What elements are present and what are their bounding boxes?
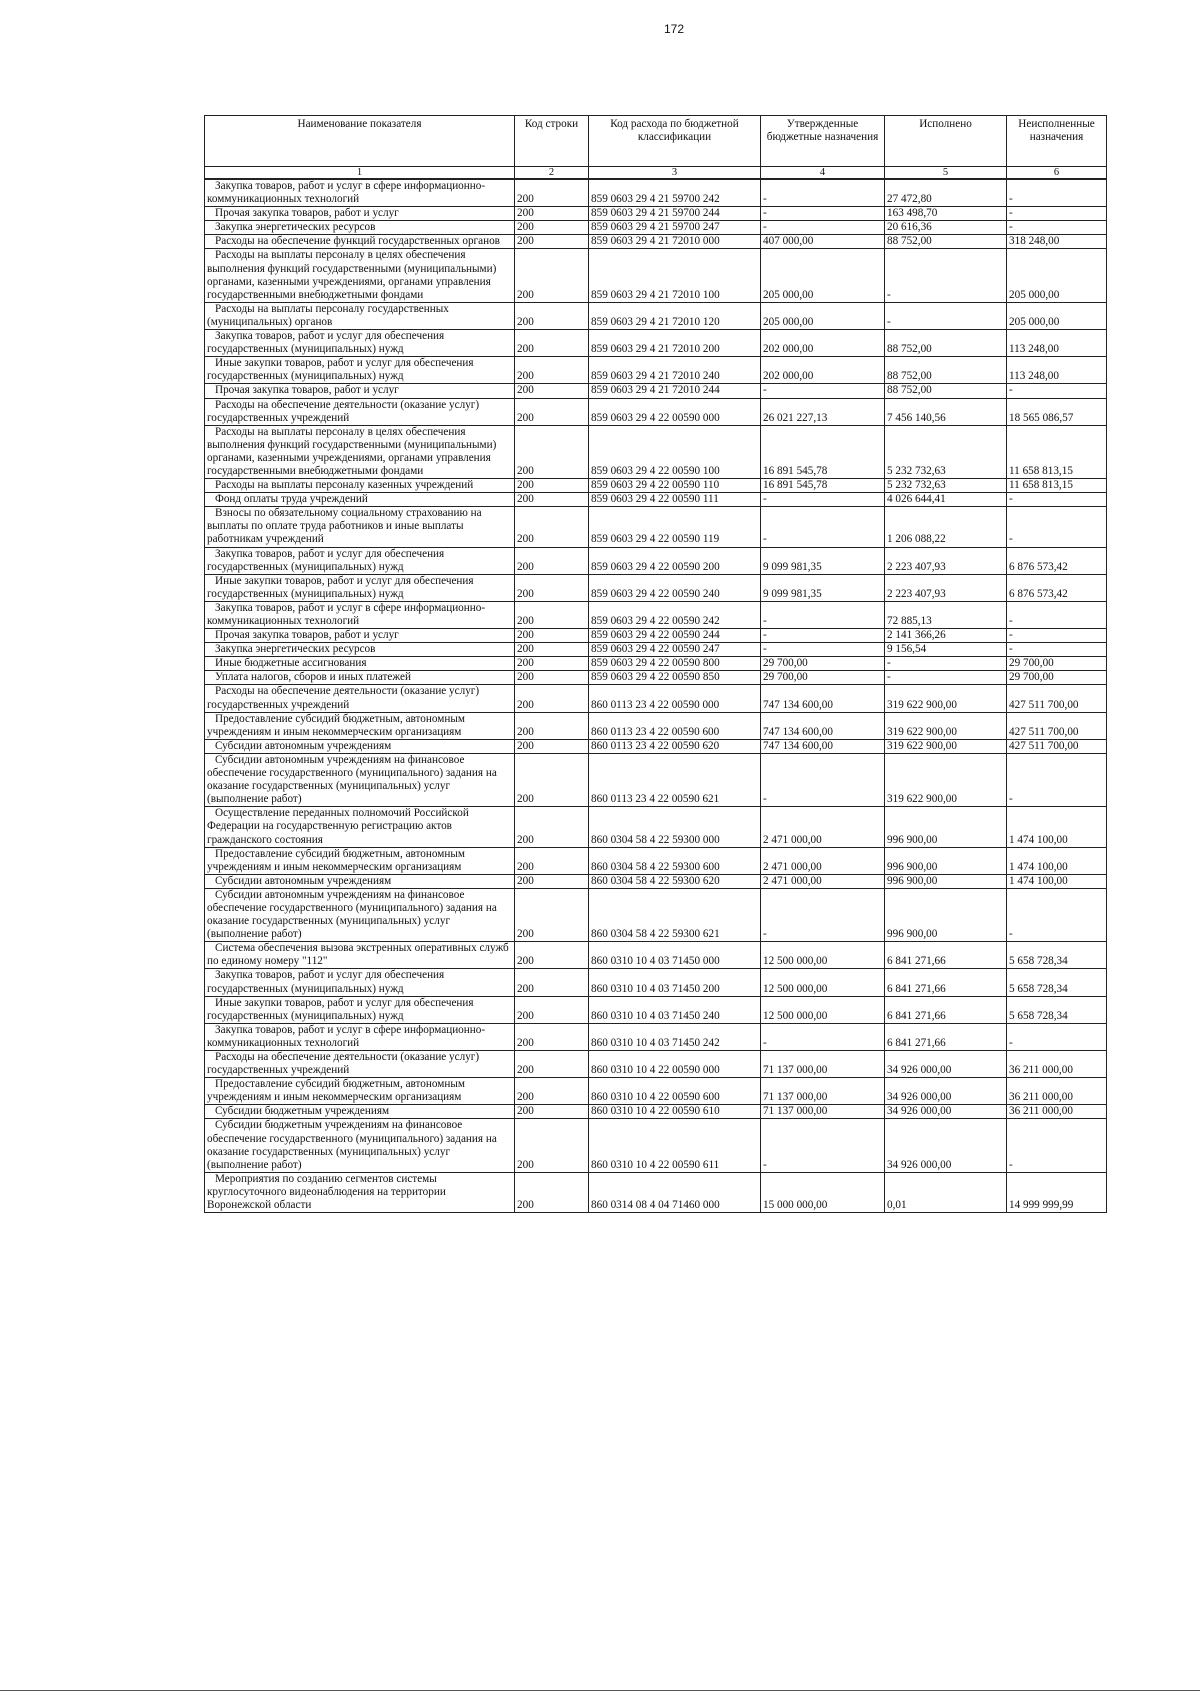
table-row [205,969,1107,996]
table-row [205,207,1107,221]
row-executed: 72 885,13 [885,601,1007,628]
row-name: Расходы на выплаты персоналу государственных (муниципальных) органов [205,302,515,329]
row-executed: 88 752,00 [885,384,1007,398]
table-row [205,574,1107,601]
row-executed: 88 752,00 [885,235,1007,249]
row-approved: 29 700,00 [761,671,885,685]
budget-execution-table [204,115,1107,1213]
table-row [205,739,1107,753]
row-unexecuted: 6 876 573,42 [1007,574,1107,601]
table-row [205,493,1107,507]
row-approved: 2 471 000,00 [761,847,885,874]
table-row [205,671,1107,685]
row-approved: 71 137 000,00 [761,1078,885,1105]
row-executed: - [885,302,1007,329]
row-line-code: 200 [515,712,589,739]
table-row [205,547,1107,574]
row-name: Система обеспечения вызова экстренных оперативных служб по единому номеру "112" [205,942,515,969]
row-name: Закупка энергетических ресурсов [205,221,515,235]
row-executed: 34 926 000,00 [885,1078,1007,1105]
row-approved: - [761,1023,885,1050]
page-number: 172 [663,22,685,36]
row-executed: 163 498,70 [885,207,1007,221]
row-approved: 15 000 000,00 [761,1172,885,1212]
row-unexecuted: - [1007,643,1107,657]
row-budget-code: 860 0314 08 4 04 71460 000 [589,1172,761,1212]
row-budget-code: 860 0304 58 4 22 59300 620 [589,874,761,888]
row-budget-code: 859 0603 29 4 21 72010 244 [589,384,761,398]
row-line-code: 200 [515,643,589,657]
table-body [205,179,1107,1213]
column-number-row [205,167,1107,180]
table-row [205,179,1107,207]
row-budget-code: 859 0603 29 4 21 72010 120 [589,302,761,329]
table-row [205,657,1107,671]
row-unexecuted: - [1007,753,1107,806]
row-line-code: 200 [515,507,589,547]
row-unexecuted: 11 658 813,15 [1007,479,1107,493]
row-unexecuted: - [1007,629,1107,643]
row-unexecuted: 1 474 100,00 [1007,874,1107,888]
header-executed: Исполнено [885,116,1007,167]
row-budget-code: 860 0310 10 4 03 71450 242 [589,1023,761,1050]
row-executed: 88 752,00 [885,357,1007,384]
row-unexecuted: 1 474 100,00 [1007,847,1107,874]
row-unexecuted: 36 211 000,00 [1007,1078,1107,1105]
page-bottom-rule [0,1690,1200,1691]
row-name: Прочая закупка товаров, работ и услуг [205,629,515,643]
row-name: Взносы по обязательному социальному страхованию на выплаты по оплате труда работников и иные выплаты работникам учреждений [205,507,515,547]
row-name: Субсидии автономным учреждениям [205,874,515,888]
row-name: Субсидии бюджетным учреждениям на финансовое обеспечение государственного (муниципального) задания на оказание государственных (муниципальных) услуг (выполнение работ) [205,1119,515,1172]
row-name: Осуществление переданных полномочий Российской Федерации на государственную регистрацию актов гражданского состояния [205,807,515,847]
row-name: Расходы на обеспечение функций государственных органов [205,235,515,249]
table-row [205,302,1107,329]
row-approved: 16 891 545,78 [761,425,885,478]
row-budget-code: 859 0603 29 4 22 00590 242 [589,601,761,628]
row-approved: - [761,384,885,398]
row-budget-code: 859 0603 29 4 21 59700 247 [589,221,761,235]
row-executed: 5 232 732,63 [885,425,1007,478]
row-line-code: 200 [515,221,589,235]
column-number: 6 [1007,167,1107,180]
row-unexecuted: 318 248,00 [1007,235,1107,249]
row-name: Субсидии автономным учреждениям на финансовое обеспечение государственного (муниципального) задания на оказание государственных (муниципальных) услуг (выполнение работ) [205,753,515,806]
row-budget-code: 859 0603 29 4 22 00590 111 [589,493,761,507]
row-executed: 27 472,80 [885,179,1007,207]
row-line-code: 200 [515,1172,589,1212]
row-approved: 71 137 000,00 [761,1105,885,1119]
row-line-code: 200 [515,996,589,1023]
row-unexecuted: 18 565 086,57 [1007,398,1107,425]
row-unexecuted: 205 000,00 [1007,302,1107,329]
row-unexecuted: 11 658 813,15 [1007,425,1107,478]
row-budget-code: 860 0113 23 4 22 00590 000 [589,685,761,712]
row-name: Субсидии бюджетным учреждениям [205,1105,515,1119]
row-unexecuted: - [1007,1119,1107,1172]
row-unexecuted: 1 474 100,00 [1007,807,1107,847]
row-unexecuted: 6 876 573,42 [1007,547,1107,574]
row-unexecuted: - [1007,493,1107,507]
row-line-code: 200 [515,1051,589,1078]
row-line-code: 200 [515,671,589,685]
row-budget-code: 859 0603 29 4 22 00590 244 [589,629,761,643]
row-budget-code: 859 0603 29 4 22 00590 119 [589,507,761,547]
row-executed: - [885,671,1007,685]
row-budget-code: 860 0304 58 4 22 59300 621 [589,888,761,941]
row-unexecuted: 29 700,00 [1007,657,1107,671]
row-budget-code: 859 0603 29 4 22 00590 247 [589,643,761,657]
row-name: Иные бюджетные ассигнования [205,657,515,671]
row-unexecuted: 5 658 728,34 [1007,969,1107,996]
row-approved: 2 471 000,00 [761,874,885,888]
table-row [205,1078,1107,1105]
row-unexecuted: - [1007,888,1107,941]
row-line-code: 200 [515,249,589,302]
row-approved: - [761,601,885,628]
table-row [205,221,1107,235]
row-executed: 1 206 088,22 [885,507,1007,547]
table-row [205,601,1107,628]
row-name: Субсидии автономным учреждениям на финансовое обеспечение государственного (муниципального) задания на оказание государственных (муниципальных) услуг (выполнение работ) [205,888,515,941]
row-executed: 2 141 366,26 [885,629,1007,643]
row-name: Прочая закупка товаров, работ и услуг [205,207,515,221]
row-executed: 996 900,00 [885,874,1007,888]
row-line-code: 200 [515,601,589,628]
row-unexecuted: 36 211 000,00 [1007,1105,1107,1119]
row-name: Закупка товаров, работ и услуг для обеспечения государственных (муниципальных) нужд [205,547,515,574]
row-name: Закупка товаров, работ и услуг в сфере информационно-коммуникационных технологий [205,179,515,207]
row-unexecuted: 113 248,00 [1007,330,1107,357]
row-line-code: 200 [515,629,589,643]
row-approved: 747 134 600,00 [761,712,885,739]
row-approved: 26 021 227,13 [761,398,885,425]
row-name: Уплата налогов, сборов и иных платежей [205,671,515,685]
row-budget-code: 859 0603 29 4 22 00590 800 [589,657,761,671]
row-approved: 9 099 981,35 [761,574,885,601]
row-approved: - [761,221,885,235]
row-line-code: 200 [515,685,589,712]
row-line-code: 200 [515,942,589,969]
column-number: 1 [205,167,515,180]
row-name: Фонд оплаты труда учреждений [205,493,515,507]
row-name: Предоставление субсидий бюджетным, автономным учреждениям и иным некоммерческим организациям [205,1078,515,1105]
row-approved: 29 700,00 [761,657,885,671]
row-unexecuted: 36 211 000,00 [1007,1051,1107,1078]
row-name: Расходы на обеспечение деятельности (оказание услуг) государственных учреждений [205,1051,515,1078]
row-line-code: 200 [515,357,589,384]
row-approved: 202 000,00 [761,357,885,384]
row-budget-code: 859 0603 29 4 21 72010 200 [589,330,761,357]
row-name: Расходы на выплаты персоналу в целях обеспечения выполнения функций государственными (муниципальными) органами, казенными учреждениями, органами управления государственными внебюджетными фондами [205,249,515,302]
row-name: Прочая закупка товаров, работ и услуг [205,384,515,398]
row-line-code: 200 [515,1078,589,1105]
row-line-code: 200 [515,874,589,888]
table-row [205,249,1107,302]
row-line-code: 200 [515,739,589,753]
table-row [205,847,1107,874]
table-row [205,1172,1107,1212]
row-approved: 747 134 600,00 [761,739,885,753]
row-budget-code: 859 0603 29 4 22 00590 850 [589,671,761,685]
row-approved: - [761,629,885,643]
row-unexecuted: 427 511 700,00 [1007,712,1107,739]
row-budget-code: 859 0603 29 4 21 59700 242 [589,179,761,207]
table-row [205,1105,1107,1119]
table-row [205,996,1107,1023]
row-line-code: 200 [515,807,589,847]
row-line-code: 200 [515,547,589,574]
column-number: 4 [761,167,885,180]
table-row [205,629,1107,643]
row-budget-code: 859 0603 29 4 21 72010 000 [589,235,761,249]
row-executed: 6 841 271,66 [885,1023,1007,1050]
row-budget-code: 859 0603 29 4 22 00590 110 [589,479,761,493]
row-executed: 319 622 900,00 [885,685,1007,712]
row-line-code: 200 [515,179,589,207]
row-name: Расходы на выплаты персоналу в целях обеспечения выполнения функций государственными (муниципальными) органами, казенными учреждениями, органами управления государственными внебюджетными фондами [205,425,515,478]
row-budget-code: 859 0603 29 4 22 00590 240 [589,574,761,601]
row-executed: 34 926 000,00 [885,1105,1007,1119]
row-unexecuted: 427 511 700,00 [1007,685,1107,712]
row-line-code: 200 [515,207,589,221]
row-executed: 2 223 407,93 [885,574,1007,601]
row-name: Закупка товаров, работ и услуг в сфере информационно-коммуникационных технологий [205,1023,515,1050]
row-name: Иные закупки товаров, работ и услуг для обеспечения государственных (муниципальных) нужд [205,357,515,384]
row-approved: - [761,507,885,547]
row-budget-code: 860 0310 10 4 22 00590 610 [589,1105,761,1119]
table-row [205,384,1107,398]
row-approved: - [761,753,885,806]
row-unexecuted: 113 248,00 [1007,357,1107,384]
row-name: Предоставление субсидий бюджетным, автономным учреждениям и иным некоммерческим организациям [205,847,515,874]
row-name: Иные закупки товаров, работ и услуг для обеспечения государственных (муниципальных) нужд [205,996,515,1023]
row-approved: 407 000,00 [761,235,885,249]
row-executed: 6 841 271,66 [885,969,1007,996]
table-row [205,753,1107,806]
row-unexecuted: 427 511 700,00 [1007,739,1107,753]
row-name: Закупка товаров, работ и услуг для обеспечения государственных (муниципальных) нужд [205,969,515,996]
row-executed: 20 616,36 [885,221,1007,235]
column-number: 5 [885,167,1007,180]
table-row [205,807,1107,847]
row-approved: 205 000,00 [761,249,885,302]
row-unexecuted: - [1007,221,1107,235]
row-budget-code: 860 0310 10 4 22 00590 611 [589,1119,761,1172]
row-line-code: 200 [515,302,589,329]
row-budget-code: 860 0113 23 4 22 00590 621 [589,753,761,806]
row-unexecuted: - [1007,507,1107,547]
row-budget-code: 859 0603 29 4 22 00590 200 [589,547,761,574]
table-row [205,685,1107,712]
row-budget-code: 859 0603 29 4 21 59700 244 [589,207,761,221]
row-name: Закупка товаров, работ и услуг для обеспечения государственных (муниципальных) нужд [205,330,515,357]
row-executed: 319 622 900,00 [885,712,1007,739]
table-header-row [205,116,1107,167]
table-row [205,425,1107,478]
row-budget-code: 859 0603 29 4 21 72010 240 [589,357,761,384]
row-budget-code: 860 0310 10 4 22 00590 600 [589,1078,761,1105]
row-executed: 996 900,00 [885,847,1007,874]
row-unexecuted: - [1007,1023,1107,1050]
row-approved: 747 134 600,00 [761,685,885,712]
row-line-code: 200 [515,398,589,425]
row-line-code: 200 [515,969,589,996]
table-row [205,1023,1107,1050]
row-line-code: 200 [515,1119,589,1172]
row-approved: 12 500 000,00 [761,996,885,1023]
row-approved: - [761,207,885,221]
table-row [205,235,1107,249]
table-row [205,942,1107,969]
row-executed: 319 622 900,00 [885,739,1007,753]
row-line-code: 200 [515,425,589,478]
header-approved: Утвержденные бюджетные назначения [761,116,885,167]
row-name: Расходы на обеспечение деятельности (оказание услуг) государственных учреждений [205,685,515,712]
row-approved: 9 099 981,35 [761,547,885,574]
table-row [205,888,1107,941]
row-line-code: 200 [515,1105,589,1119]
row-name: Расходы на обеспечение деятельности (оказание услуг) государственных учреждений [205,398,515,425]
row-name: Расходы на выплаты персоналу казенных учреждений [205,479,515,493]
row-name: Закупка энергетических ресурсов [205,643,515,657]
row-budget-code: 860 0310 10 4 22 00590 000 [589,1051,761,1078]
table-row [205,643,1107,657]
header-budget-code: Код расхода по бюджетной классификации [589,116,761,167]
table-row [205,479,1107,493]
row-executed: 2 223 407,93 [885,547,1007,574]
row-unexecuted: 29 700,00 [1007,671,1107,685]
row-executed: 996 900,00 [885,807,1007,847]
column-number: 3 [589,167,761,180]
row-approved: - [761,888,885,941]
row-unexecuted: - [1007,179,1107,207]
table-row [205,874,1107,888]
row-line-code: 200 [515,753,589,806]
row-line-code: 200 [515,330,589,357]
row-executed: 319 622 900,00 [885,753,1007,806]
row-line-code: 200 [515,479,589,493]
row-unexecuted: 205 000,00 [1007,249,1107,302]
row-unexecuted: - [1007,384,1107,398]
row-budget-code: 860 0310 10 4 03 71450 000 [589,942,761,969]
row-approved: - [761,643,885,657]
table-row [205,712,1107,739]
row-line-code: 200 [515,574,589,601]
row-name: Иные закупки товаров, работ и услуг для обеспечения государственных (муниципальных) нужд [205,574,515,601]
row-executed: 996 900,00 [885,888,1007,941]
row-executed: 34 926 000,00 [885,1051,1007,1078]
column-number: 2 [515,167,589,180]
row-budget-code: 859 0603 29 4 22 00590 100 [589,425,761,478]
row-budget-code: 859 0603 29 4 21 72010 100 [589,249,761,302]
row-unexecuted: - [1007,207,1107,221]
row-name: Закупка товаров, работ и услуг в сфере информационно-коммуникационных технологий [205,601,515,628]
row-approved: - [761,493,885,507]
row-budget-code: 860 0304 58 4 22 59300 000 [589,807,761,847]
header-name: Наименование показателя [205,116,515,167]
row-executed: 88 752,00 [885,330,1007,357]
row-unexecuted: 5 658 728,34 [1007,996,1107,1023]
row-budget-code: 860 0113 23 4 22 00590 620 [589,739,761,753]
row-budget-code: 860 0304 58 4 22 59300 600 [589,847,761,874]
row-executed: 5 232 732,63 [885,479,1007,493]
row-approved: 205 000,00 [761,302,885,329]
row-line-code: 200 [515,888,589,941]
row-executed: 0,01 [885,1172,1007,1212]
row-budget-code: 860 0310 10 4 03 71450 240 [589,996,761,1023]
row-executed: - [885,657,1007,671]
row-approved: 71 137 000,00 [761,1051,885,1078]
row-executed: 6 841 271,66 [885,942,1007,969]
row-name: Мероприятия по созданию сегментов системы круглосуточного видеонаблюдения на территории Воронежской области [205,1172,515,1212]
row-budget-code: 860 0113 23 4 22 00590 600 [589,712,761,739]
table-row [205,1051,1107,1078]
row-executed: 6 841 271,66 [885,996,1007,1023]
row-approved: 12 500 000,00 [761,942,885,969]
table-row [205,330,1107,357]
table-row [205,398,1107,425]
row-approved: 202 000,00 [761,330,885,357]
row-line-code: 200 [515,1023,589,1050]
row-name: Субсидии автономным учреждениям [205,739,515,753]
row-name: Предоставление субсидий бюджетным, автономным учреждениям и иным некоммерческим организациям [205,712,515,739]
row-approved: 2 471 000,00 [761,807,885,847]
header-unexecuted: Неисполненные назначения [1007,116,1107,167]
row-unexecuted: 14 999 999,99 [1007,1172,1107,1212]
row-line-code: 200 [515,235,589,249]
row-unexecuted: 5 658 728,34 [1007,942,1107,969]
row-executed: 9 156,54 [885,643,1007,657]
row-line-code: 200 [515,384,589,398]
table-row [205,507,1107,547]
table-row [205,1119,1107,1172]
table-row [205,357,1107,384]
row-approved: 12 500 000,00 [761,969,885,996]
row-executed: - [885,249,1007,302]
header-line-code: Код строки [515,116,589,167]
row-line-code: 200 [515,657,589,671]
row-executed: 7 456 140,56 [885,398,1007,425]
row-executed: 34 926 000,00 [885,1119,1007,1172]
row-line-code: 200 [515,493,589,507]
row-line-code: 200 [515,847,589,874]
row-unexecuted: - [1007,601,1107,628]
row-approved: 16 891 545,78 [761,479,885,493]
row-approved: - [761,1119,885,1172]
row-budget-code: 860 0310 10 4 03 71450 200 [589,969,761,996]
row-budget-code: 859 0603 29 4 22 00590 000 [589,398,761,425]
row-executed: 4 026 644,41 [885,493,1007,507]
row-approved: - [761,179,885,207]
